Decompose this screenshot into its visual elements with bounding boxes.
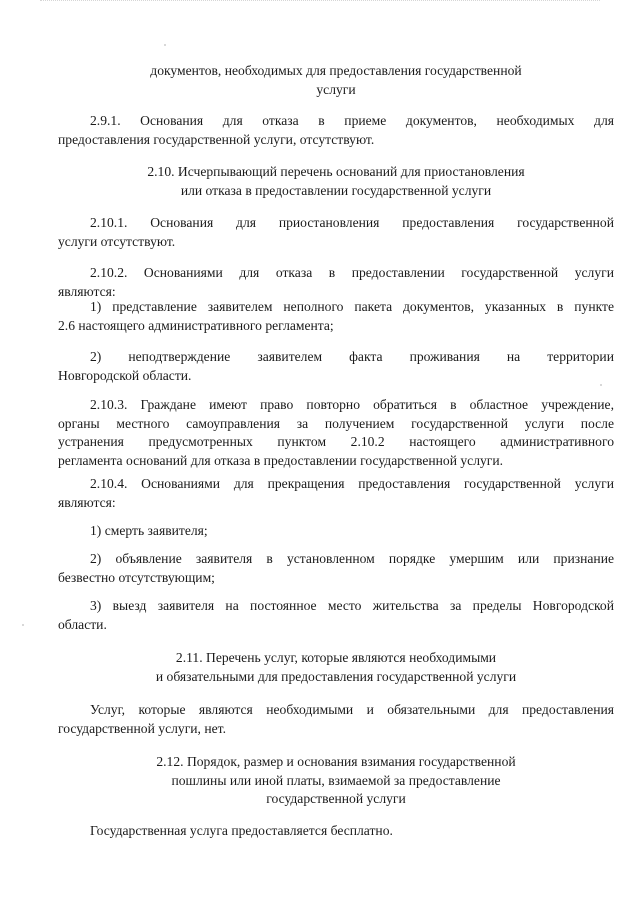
heading-line: государственной услуги (266, 791, 406, 806)
termination-item-1 (58, 522, 614, 541)
scan-speck (600, 384, 602, 386)
paragraph-line: 2.10.1. Основания для приостановления предоставления государственной (90, 215, 614, 230)
paragraph-line: 1) смерть заявителя; (90, 523, 208, 538)
word: неподтверждение (128, 349, 231, 364)
scan-speck (22, 624, 24, 626)
paragraph-line: Услуг, которые являются необходимыми и обязательными для предоставления (90, 702, 614, 717)
termination-item-3 (58, 597, 614, 634)
paragraph-2-12 (58, 822, 614, 841)
paragraph-2-10-2 (58, 264, 614, 301)
list-item-1 (58, 298, 614, 335)
heading-line: и обязательными для предоставления государственной услуги (155, 668, 517, 684)
paragraph-line (58, 348, 614, 367)
section-heading-continuation (58, 62, 614, 99)
list-item-2 (58, 348, 614, 385)
paragraph-line: Государственная услуга предоставляется бесплатно. (90, 823, 393, 838)
heading-line: услуги (316, 81, 356, 97)
section-heading-2-10 (58, 163, 614, 200)
heading-line: 2.12. Порядок, размер и основания взимания государственной (156, 754, 516, 769)
word: территории (547, 349, 614, 364)
paragraph-line: устранения предусмотренных пунктом 2.10.2 настоящего административного (58, 434, 614, 449)
paragraph-line: государственной услуги, нет. (58, 720, 226, 736)
scan-speck (164, 44, 166, 46)
paragraph-line: 2.6 настоящего административного регламента; (58, 317, 334, 333)
paragraph-line: регламента оснований для отказа в предоставлении государственной услуги. (58, 452, 504, 468)
heading-line: пошлины или иной платы, взимаемой за предоставление (171, 772, 501, 788)
paragraph-line: 2.10.3. Граждане имеют право повторно обратиться в областное учреждение, (90, 397, 614, 412)
paragraph-line: услуги отсутствуют. (58, 233, 176, 249)
paragraph-line: 1) представление заявителем неполного пакета документов, указанных в пункте (90, 299, 614, 314)
paragraph-line: области. (58, 616, 107, 632)
word: заявителем (257, 349, 323, 364)
heading-line: 2.11. Перечень услуг, которые являются необходимыми (175, 650, 497, 665)
paragraph-line: 2) объявление заявителя в установленном порядке умершим или признание (90, 551, 614, 566)
paragraph-2-10-3 (58, 396, 614, 470)
heading-line: или отказа в предоставлении государственной услуги (180, 182, 492, 198)
section-heading-2-11 (58, 649, 614, 686)
paragraph-line: предоставления государственной услуги, отсутствуют. (58, 131, 375, 147)
paragraph-line: органы местного самоуправления за получением государственной услуги после (58, 415, 614, 431)
paragraph-2-10-1 (58, 214, 614, 251)
termination-item-2 (58, 550, 614, 587)
heading-line: 2.10. Исчерпывающий перечень оснований для приостановления (147, 164, 525, 179)
paragraph-2-10-4 (58, 475, 614, 512)
paragraph-line: 2.9.1. Основания для отказа в приеме документов, необходимых для (90, 113, 614, 128)
word: 2) (90, 349, 102, 364)
word: факта (349, 349, 383, 364)
scan-top-edge (40, 0, 600, 4)
paragraph-line: безвестно отсутствующим; (58, 569, 215, 585)
paragraph-2-9-1 (58, 112, 614, 149)
paragraph-line: Новгородской области. (58, 367, 192, 383)
word: проживания (409, 349, 480, 364)
paragraph-line: 3) выезд заявителя на постоянное место жительства за пределы Новгородской (90, 598, 614, 613)
paragraph-line: 2.10.2. Основаниями для отказа в предоставлении государственной услуги (90, 265, 614, 280)
word: на (506, 349, 521, 364)
paragraph-line: 2.10.4. Основаниями для прекращения предоставления государственной услуги (90, 476, 614, 491)
paragraph-2-11 (58, 701, 614, 738)
heading-line: документов, необходимых для предоставления государственной (150, 63, 522, 78)
paragraph-line: являются: (58, 494, 116, 510)
paragraph-line: являются: (58, 283, 116, 299)
section-heading-2-12 (58, 753, 614, 809)
